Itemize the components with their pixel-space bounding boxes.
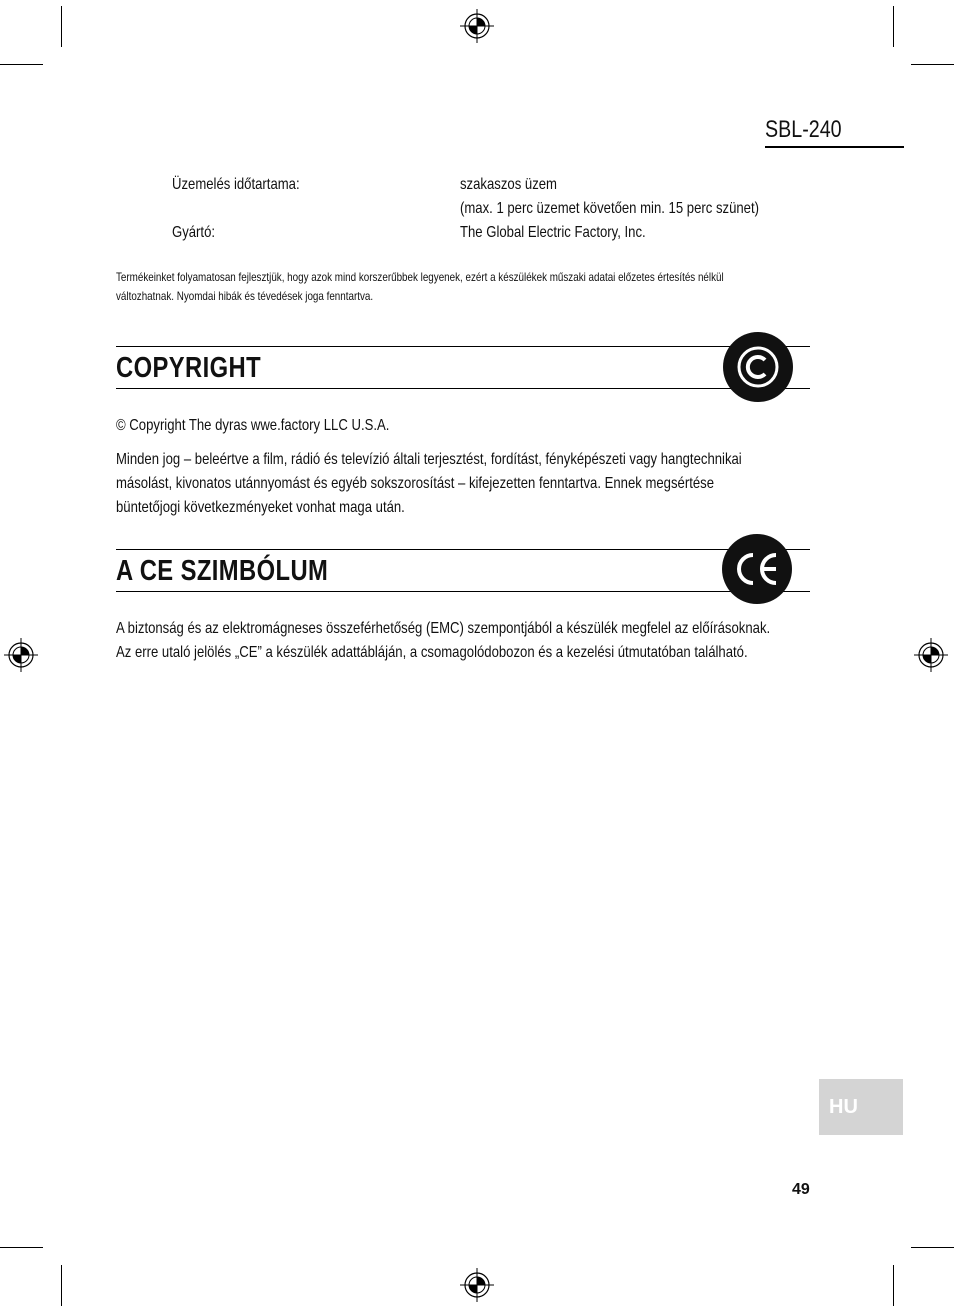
- paragraph-line: Az erre utaló jelölés „CE” a készülék adattábláján, a csomagolódobozon és a kezelési útmutatóban található.: [116, 644, 748, 661]
- section-rule: [116, 388, 810, 389]
- registration-mark-icon: [460, 9, 494, 43]
- registration-mark-icon: [4, 638, 38, 672]
- crop-mark: [0, 1247, 43, 1248]
- section-rule: [116, 591, 810, 592]
- section-title-copyright: COPYRIGHT: [116, 352, 262, 384]
- section-rule: [116, 346, 810, 347]
- crop-mark: [0, 64, 43, 65]
- copyright-paragraph: [116, 448, 788, 520]
- spec-label: Üzemelés időtartama:: [172, 176, 300, 193]
- language-tab: [819, 1079, 903, 1135]
- spec-value: szakaszos üzem: [460, 176, 557, 193]
- header-rule: [765, 146, 904, 148]
- paragraph-line: A biztonság és az elektromágneses összeférhetőség (EMC) szempontjából a készülék megfelel az előírásoknak.: [116, 620, 771, 637]
- copyright-notice: © Copyright The dyras wwe.factory LLC U.S.A.: [116, 417, 390, 434]
- registration-mark-icon: [914, 638, 948, 672]
- crop-mark: [61, 6, 62, 47]
- disclaimer: [116, 268, 805, 306]
- disclaimer-line: Termékeinket folyamatosan fejlesztjük, hogy azok mind korszerűbbek legyenek, ezért a készülékek műszaki adatai előzetes értesítés nélkül: [116, 270, 724, 284]
- spec-label: Gyártó:: [172, 224, 216, 241]
- spec-value: The Global Electric Factory, Inc.: [460, 224, 646, 241]
- model-name: SBL-240: [765, 116, 842, 143]
- paragraph-line: büntetőjogi következményeket vonhat maga után.: [116, 499, 405, 516]
- crop-mark: [893, 1265, 894, 1306]
- crop-mark: [61, 1265, 62, 1306]
- page-number: 49: [792, 1181, 810, 1198]
- paragraph-line: Minden jog – beleértve a film, rádió és televízió általi terjesztést, fordítást, fényképészeti vagy hangtechnikai: [116, 451, 742, 468]
- registration-mark-icon: [460, 1268, 494, 1302]
- paragraph-line: másolást, kivonatos utánnyomást és egyéb sokszorosítást – kifejezetten fenntartva. Ennek megsértése: [116, 475, 715, 492]
- ce-mark-icon: [722, 534, 792, 604]
- copyright-icon: [723, 332, 793, 402]
- spec-value: (max. 1 perc üzemet követően min. 15 perc szünet): [460, 200, 759, 217]
- section-title-ce: A CE SZIMBÓLUM: [116, 555, 329, 587]
- ce-paragraph: [116, 617, 788, 665]
- crop-mark: [911, 1247, 954, 1248]
- crop-mark: [911, 64, 954, 65]
- language-label: HU: [829, 1095, 858, 1118]
- section-rule: [116, 549, 810, 550]
- crop-mark: [893, 6, 894, 47]
- disclaimer-line: változhatnak. Nyomdai hibák és tévedések joga fenntartva.: [116, 289, 374, 303]
